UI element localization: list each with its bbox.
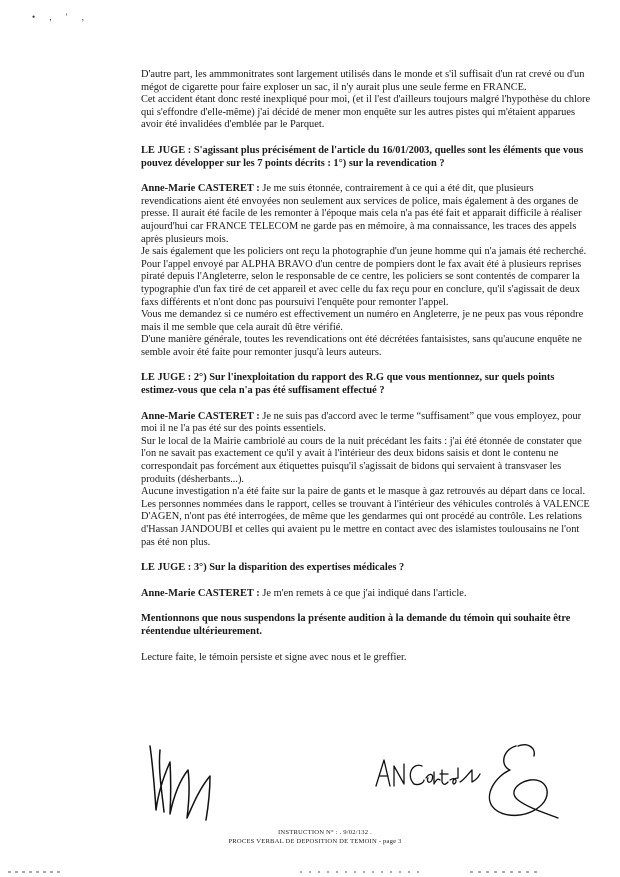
judge-question xyxy=(141,372,593,397)
witness-signature xyxy=(372,752,484,792)
scan-marks: • , ' , xyxy=(32,12,91,22)
paragraph: Les personnes nommées dans le rapport, celles se trouvant à l'intérieur des véhicules controlés à VALENCE D'AGEN, n'ont pas été interrogées, de même que les gendarmes qui ont procédé au contrôle. Les relations d'Hassan JANDOUBI et celles qui avaient pu le mettre en contact avec des islamistes toulousains ne l'ont pas été non plus. xyxy=(141,498,590,548)
witness-answer xyxy=(141,411,593,436)
question-text: 2°) Sur l'inexploitation du rapport des R.G que vous mentionnez, sur quels points estimez-vous que cela n'a pas été suffisament effectué ? xyxy=(141,372,555,397)
instruction-number: INSTRUCTION N° : . 9/02/132 . xyxy=(278,829,372,836)
answer-text: Je ne suis pas d'accord avec le terme “suffisament” que vous employez, pour moi il ne l'a pas été sur des points essentiels. xyxy=(141,410,582,435)
paragraph: D'une manière générale, toutes les revendications ont été décrétées fantaisistes, sans qu'aucune enquête ne semble avoir été faite pour remonter jusqu'à leurs auteurs. xyxy=(141,334,582,358)
speaker-label: LE JUGE : xyxy=(141,144,192,156)
signatures-area xyxy=(0,740,620,825)
reading-statement: Lecture faite, le témoin persiste et signe avec nous et le greffier. xyxy=(141,651,407,663)
paragraph: Cet accident étant donc resté inexpliqué pour moi, (et il l'est d'ailleurs toujours malgré l'hypothèse du chlore qui s'effondre d'elle-même) j'ai décidé de mener mon enquête sur les autres pistes qui m'étaient apparues avoir été invalidées d'emblée par le Parquet. xyxy=(141,94,591,131)
page-footer xyxy=(0,828,620,846)
question-text: S'agissant plus précisément de l'article du 16/01/2003, quelles sont les éléments que vous pouvez développer sur les 7 points décrits : 1°) sur la revendication ? xyxy=(141,144,584,169)
paragraph: Pour l'appel envoyé par ALPHA BRAVO d'un centre de pompiers dont le fax avait été à plusieurs reprises piraté depuis l'Angleterre, selon le responsable de ce centre, les policiers se sont contentés de comparer la typographie d'un fax tiré de cet appareil et avec celle du fax reçu pour en conclure, qu'il s'agissait de deux faxs différents et n'ont donc pas poursuivi l'enquête pour remonter l'appel. xyxy=(141,258,582,308)
witness-answer xyxy=(141,183,593,246)
paragraph: Vous me demandez si ce numéro est effectivement un numéro en Angleterre, je ne peux pas vous répondre mais il me semble que cela aurait dû être vérifié. xyxy=(141,309,584,333)
witness-answer xyxy=(141,588,593,601)
paragraph: Je sais également que les policiers ont reçu la photographie d'un jeune homme qui n'a jamais été recherché. xyxy=(141,246,587,258)
judge-question xyxy=(141,562,593,575)
speaker-label: Anne-Marie CASTERET : xyxy=(141,587,260,599)
answer-text: Je me suis étonnée, contrairement à ce qui a été dit, que plusieurs revendications aient été envoyées non seulement aux services de police, mais également à des organes de presse. Il aurait été facile de les remonter à l'époque mais cela n'a pas été fait et apparait difficile à réaliser aujourd'hui car FRANCE TELECOM ne garde pas en mémoire, à ma connaissance, les traces des appels après plusieurs mois. xyxy=(141,183,582,245)
question-text: 3°) Sur la disparition des expertises médicales ? xyxy=(193,562,405,574)
answer-text: Je m'en remets à ce que j'ai indiqué dans l'article. xyxy=(262,587,467,599)
speaker-label: LE JUGE : xyxy=(141,372,192,384)
clerk-signature xyxy=(478,740,560,824)
closing-statement: Mentionnons que nous suspendons la présente audition à la demande du témoin qui souhaite être réentendue ultérieurement. xyxy=(141,613,571,637)
speaker-label: Anne-Marie CASTERET : xyxy=(141,410,260,422)
paragraph: D'autre part, les ammmonitrates sont largement utilisés dans le monde et s'il suffisait d'un rat crevé ou d'un mégot de cigarette pour faire exploser un sac, il n'y aurait plus une seule ferme en FRANCE. xyxy=(141,69,585,93)
paragraph: Sur le local de la Mairie cambriolé au cours de la nuit précédant les faits : j'ai été étonnée de constater que l'on ne savait pas exactement ce qu'il y avait à l'intérieur des deux bidons saisis et dont le contenu ne correspondait pas forcément aux étiquettes puisqu'il s'agissait de bidons qui servaient à transvaser les produits (désherbants...). xyxy=(141,435,582,485)
speaker-label: LE JUGE : xyxy=(141,562,192,574)
paragraph: Aucune investigation n'a été faite sur la paire de gants et le masque à gaz retrouvés au départ dans ce local. xyxy=(141,486,586,498)
document-type-page: PROCES VERBAL DE DEPOSITION DE TEMOIN - page 3 xyxy=(228,838,402,845)
judge-signature xyxy=(140,740,230,824)
judge-question xyxy=(141,145,593,170)
scan-edge-noise xyxy=(0,869,620,875)
speaker-label: Anne-Marie CASTERET : xyxy=(141,183,260,195)
deposition-text xyxy=(141,69,593,664)
